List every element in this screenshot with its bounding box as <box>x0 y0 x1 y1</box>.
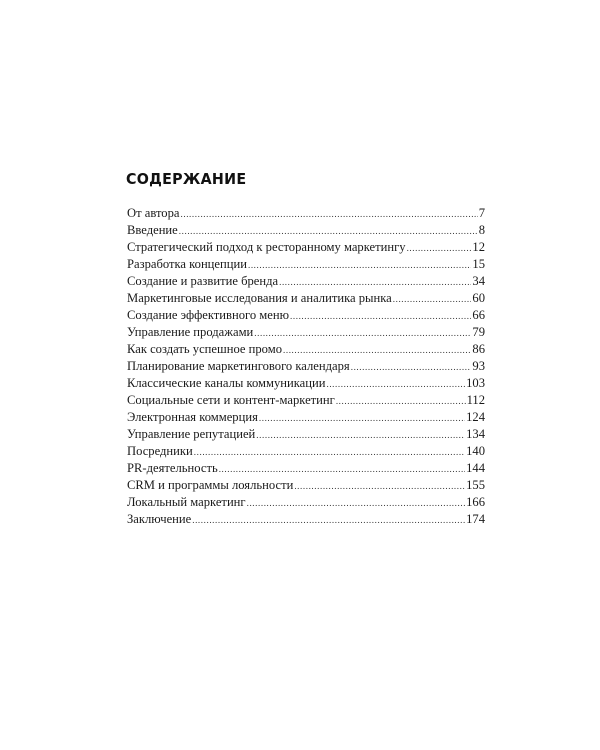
toc-entry-page-number: 60 <box>472 291 485 305</box>
toc-entry-page-number: 86 <box>472 342 485 356</box>
toc-dot-leader <box>351 359 472 376</box>
toc-dot-leader <box>181 206 478 223</box>
toc-entry-title: Классические каналы коммуникации <box>127 376 326 390</box>
toc-entry <box>127 256 485 273</box>
toc-entry-page-number: 140 <box>466 444 485 458</box>
toc-entry-title: Электронная коммерция <box>127 410 258 424</box>
toc-entry-title: От автора <box>127 206 180 220</box>
toc-heading: СОДЕРЖАНИЕ <box>126 170 247 188</box>
toc-entry-title: Заключение <box>127 512 192 526</box>
toc-entry-title: Создание эффективного меню <box>127 308 290 322</box>
toc-entry <box>127 290 485 307</box>
toc-entry-title: Локальный маркетинг <box>127 495 246 509</box>
toc-entry <box>127 205 485 222</box>
toc-entry <box>127 426 485 443</box>
toc-entry <box>127 409 485 426</box>
toc-entry-page-number: 112 <box>466 393 485 407</box>
toc-entry-page-number: 34 <box>472 274 485 288</box>
toc-dot-leader <box>248 257 471 274</box>
toc-entry-title: Социальные сети и контент-маркетинг <box>127 393 335 407</box>
table-of-contents <box>127 205 485 528</box>
toc-entry-title: Управление репутацией <box>127 427 256 441</box>
toc-entry-page-number: 144 <box>466 461 485 475</box>
toc-dot-leader <box>247 495 466 512</box>
toc-entry-title: PR-деятельность <box>127 461 218 475</box>
toc-entry-title: Управление продажами <box>127 325 254 339</box>
toc-entry-title: CRM и программы лояльности <box>127 478 294 492</box>
toc-entry <box>127 239 485 256</box>
toc-dot-leader <box>407 240 472 257</box>
toc-dot-leader <box>194 444 465 461</box>
toc-dot-leader <box>283 342 471 359</box>
toc-entry-title: Маркетинговые исследования и аналитика рынка <box>127 291 392 305</box>
toc-entry <box>127 273 485 290</box>
toc-entry-page-number: 12 <box>472 240 485 254</box>
toc-entry-page-number: 7 <box>478 206 485 220</box>
toc-dot-leader <box>219 461 465 478</box>
toc-entry-page-number: 155 <box>466 478 485 492</box>
toc-entry-page-number: 124 <box>466 410 485 424</box>
toc-entry-page-number: 166 <box>466 495 485 509</box>
toc-entry-title: Стратегический подход к ресторанному маркетингу <box>127 240 406 254</box>
toc-entry-page-number: 93 <box>472 359 485 373</box>
toc-entry <box>127 443 485 460</box>
toc-entry-page-number: 15 <box>472 257 485 271</box>
toc-entry-title: Как создать успешное промо <box>127 342 282 356</box>
toc-entry <box>127 307 485 324</box>
toc-dot-leader <box>279 274 471 291</box>
toc-entry-page-number: 66 <box>472 308 485 322</box>
toc-dot-leader <box>254 325 471 342</box>
toc-entry <box>127 477 485 494</box>
toc-entry-page-number: 103 <box>466 376 485 390</box>
toc-entry <box>127 511 485 528</box>
toc-entry-page-number: 8 <box>478 223 485 237</box>
toc-entry-page-number: 79 <box>472 325 485 339</box>
toc-entry <box>127 358 485 375</box>
toc-entry <box>127 341 485 358</box>
toc-dot-leader <box>294 478 465 495</box>
toc-dot-leader <box>179 223 478 240</box>
toc-entry <box>127 494 485 511</box>
toc-dot-leader <box>259 410 465 427</box>
toc-entry-title: Разработка концепции <box>127 257 247 271</box>
toc-dot-leader <box>336 393 466 410</box>
toc-dot-leader <box>290 308 471 325</box>
toc-entry-title: Создание и развитие бренда <box>127 274 279 288</box>
toc-entry <box>127 222 485 239</box>
toc-dot-leader <box>326 376 465 393</box>
toc-dot-leader <box>192 512 465 529</box>
toc-entry-title: Введение <box>127 223 178 237</box>
toc-entry <box>127 375 485 392</box>
toc-entry-title: Планирование маркетингового календаря <box>127 359 350 373</box>
toc-dot-leader <box>393 291 472 308</box>
toc-entry <box>127 460 485 477</box>
toc-entry-title: Посредники <box>127 444 193 458</box>
toc-entry <box>127 324 485 341</box>
toc-entry-page-number: 134 <box>466 427 485 441</box>
toc-dot-leader <box>256 427 465 444</box>
toc-entry <box>127 392 485 409</box>
toc-entry-page-number: 174 <box>466 512 485 526</box>
